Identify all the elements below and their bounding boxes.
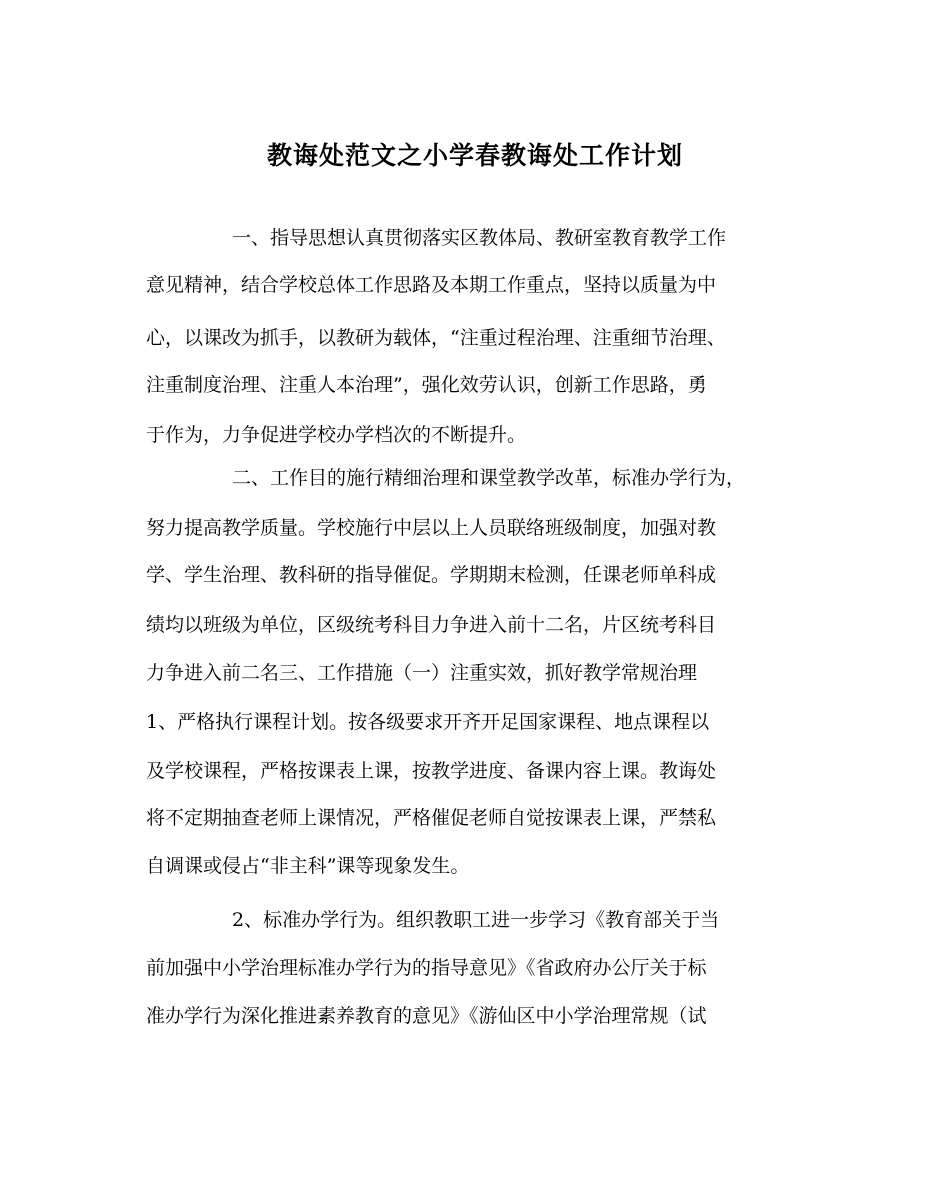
paragraph-line: 注重制度治理、注重人本治理”，强化效劳认识，创新工作思路，勇 <box>146 374 707 396</box>
document-title: 教诲处范文之小学春教诲处工作计划 <box>266 141 683 170</box>
paragraph-line: 努力提高教学质量。学校施行中层以上人员联络班级制度，加强对教 <box>146 517 717 539</box>
paragraph-line: 2、标准办学行为。组织教职工进一步学习《教育部关于当 <box>232 909 720 931</box>
paragraph-line: 前加强中小学治理标准办学行为的指导意见》《省政府办公厅关于标 <box>146 957 707 979</box>
paragraph-line: 学、学生治理、教科研的指导催促。学期期末检测，任课老师单科成 <box>146 564 717 586</box>
paragraph-line: 二、工作目的施行精细治理和课堂教学改革，标准办学行为， <box>232 467 746 489</box>
paragraph-line: 心，以课改为抓手，以教研为载体，“注重过程治理、注重细节治理、 <box>146 327 726 349</box>
paragraph-line: 力争进入前二名三、工作措施（一）注重实效，抓好教学常规治理 <box>146 662 698 684</box>
paragraph-line: 准办学行为深化推进素养教育的意见》《游仙区中小学治理常规（试 <box>146 1005 707 1027</box>
paragraph-line: 1、严格执行课程计划。按各级要求开齐开足国家课程、地点课程以 <box>146 711 710 733</box>
paragraph-line: 及学校课程，严格按课表上课，按教学进度、备课内容上课。教诲处 <box>146 760 717 782</box>
paragraph-line: 自调课或侵占“非主科”课等现象发生。 <box>146 855 470 877</box>
paragraph-line: 于作为，力争促进学校办学档次的不断提升。 <box>146 424 527 446</box>
paragraph-line: 将不定期抽查老师上课情况，严格催促老师自觉按课表上课，严禁私 <box>146 807 717 829</box>
paragraph-line: 绩均以班级为单位，区级统考科目力争进入前十二名，片区统考科目 <box>146 614 717 636</box>
paragraph-line: 意见精神，结合学校总体工作思路及本期工作重点，坚持以质量为中 <box>146 274 717 296</box>
paragraph-line: 一、指导思想认真贯彻落实区教体局、教研室教育教学工作 <box>232 227 727 249</box>
